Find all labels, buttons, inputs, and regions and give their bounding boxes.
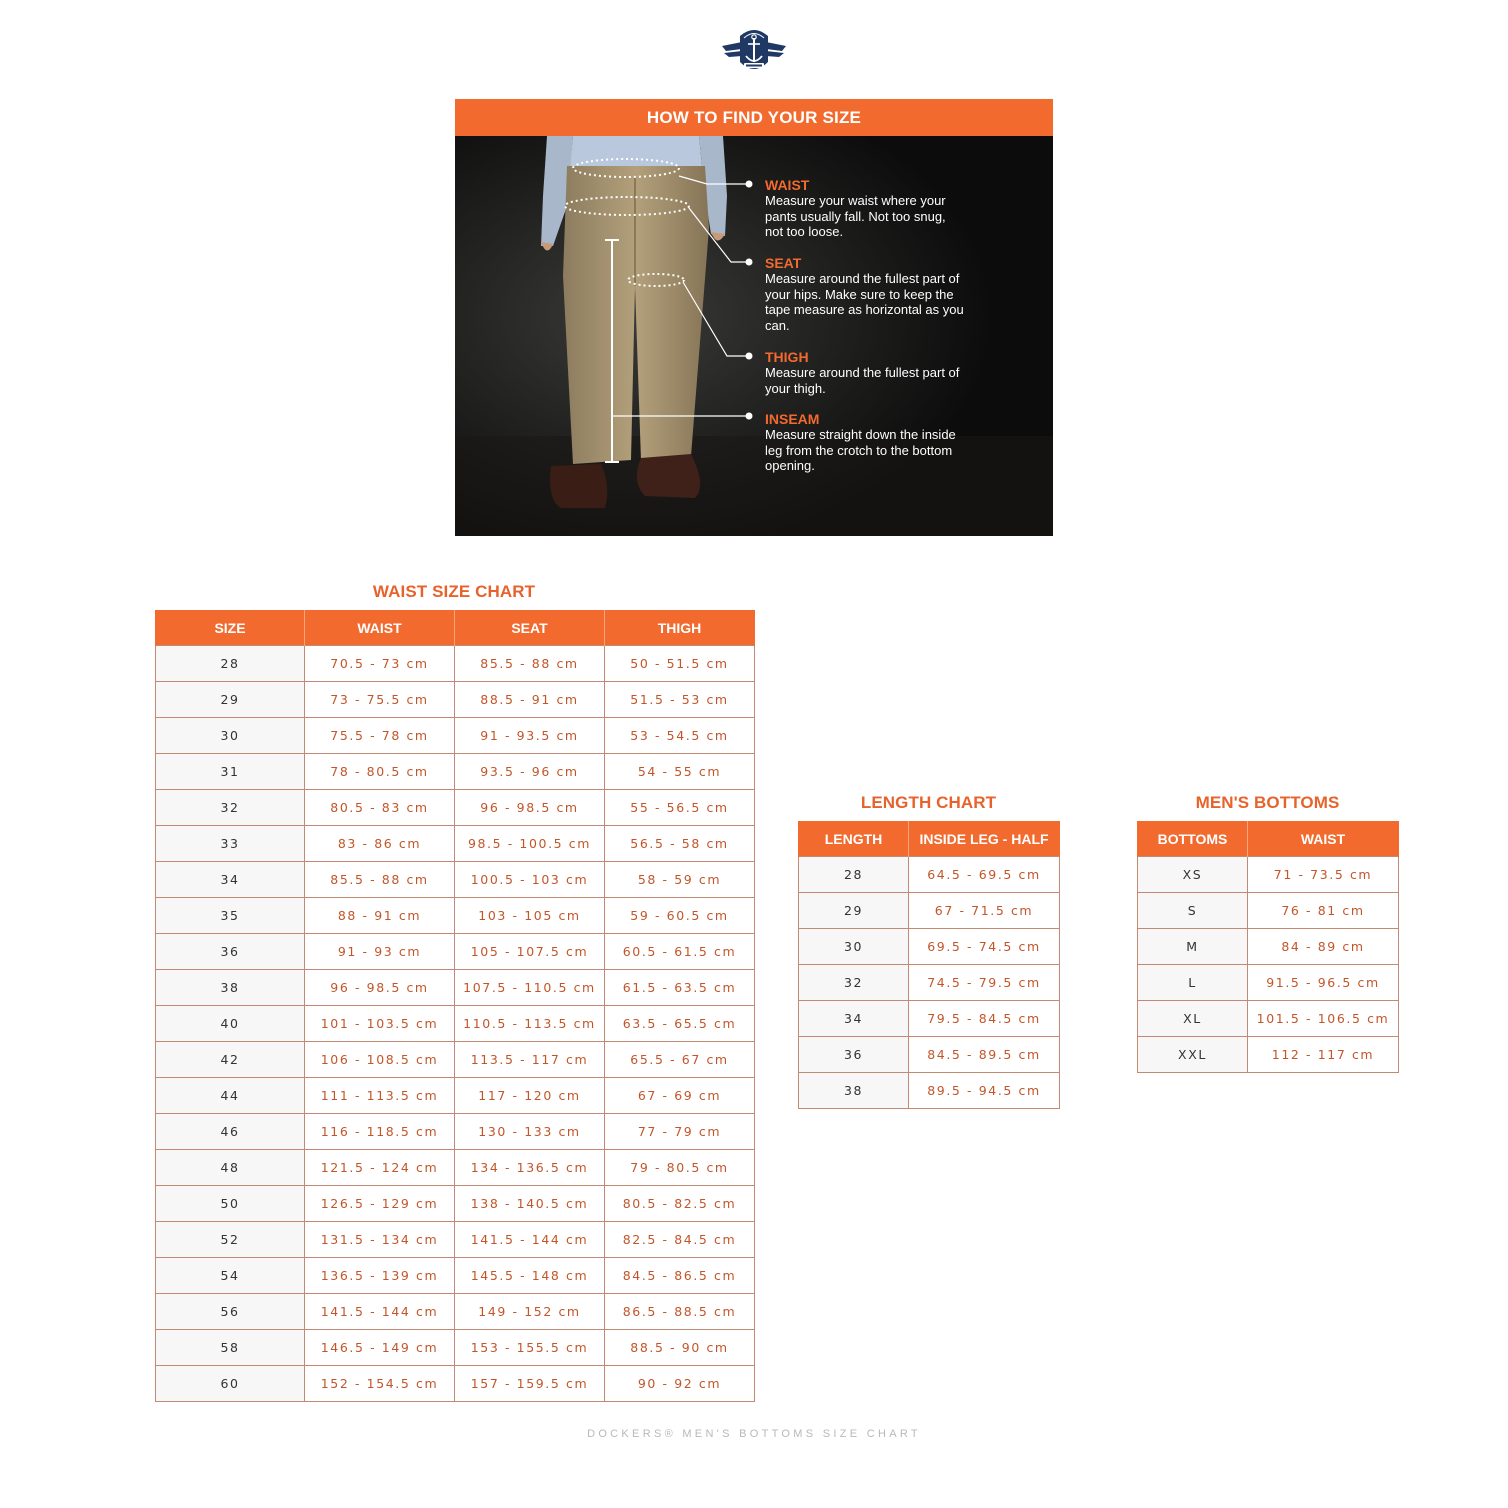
page-footer: DOCKERS® MEN'S BOTTOMS SIZE CHART xyxy=(587,1428,921,1440)
column-header-length: LENGTH xyxy=(799,821,909,857)
seat-measure-text: Measure around the fullest part of your hips. Make sure to keep the tape measure as horizontal as you can. xyxy=(765,271,964,333)
value-cell: 85.5 - 88 cm xyxy=(455,646,605,682)
value-cell: 79 - 80.5 cm xyxy=(605,1150,755,1186)
table-row xyxy=(799,965,1060,1001)
value-cell: 91 - 93.5 cm xyxy=(455,718,605,754)
inseam-measure-note xyxy=(765,411,965,474)
value-cell: 126.5 - 129 cm xyxy=(305,1186,455,1222)
guide-title: HOW TO FIND YOUR SIZE xyxy=(455,99,1053,136)
value-cell: 73 - 75.5 cm xyxy=(305,682,455,718)
value-cell: 77 - 79 cm xyxy=(605,1114,755,1150)
value-cell: 55 - 56.5 cm xyxy=(605,790,755,826)
row-label-cell: 42 xyxy=(156,1042,305,1078)
row-label-cell: 38 xyxy=(156,970,305,1006)
value-cell: 138 - 140.5 cm xyxy=(455,1186,605,1222)
column-header-bottoms: BOTTOMS xyxy=(1138,821,1248,857)
table-row xyxy=(156,1366,755,1402)
row-label-cell: 50 xyxy=(156,1186,305,1222)
table-row xyxy=(156,790,755,826)
table-row xyxy=(1138,1037,1399,1073)
waist-chart-title: WAIST SIZE CHART xyxy=(372,582,536,601)
row-label-cell: 48 xyxy=(156,1150,305,1186)
length-chart-title: LENGTH CHART xyxy=(860,793,997,812)
table-row xyxy=(156,754,755,790)
value-cell: 60.5 - 61.5 cm xyxy=(605,934,755,970)
row-label-cell: 30 xyxy=(156,718,305,754)
length-chart-table xyxy=(798,821,1060,1109)
value-cell: 157 - 159.5 cm xyxy=(455,1366,605,1402)
row-label-cell: L xyxy=(1138,965,1248,1001)
seat-measure-note xyxy=(765,255,965,333)
value-cell: 121.5 - 124 cm xyxy=(305,1150,455,1186)
table-row xyxy=(799,1001,1060,1037)
row-label-cell: S xyxy=(1138,893,1248,929)
table-row xyxy=(1138,893,1399,929)
value-cell: 112 - 117 cm xyxy=(1248,1037,1399,1073)
value-cell: 93.5 - 96 cm xyxy=(455,754,605,790)
value-cell: 53 - 54.5 cm xyxy=(605,718,755,754)
value-cell: 111 - 113.5 cm xyxy=(305,1078,455,1114)
thigh-measure-note xyxy=(765,349,965,396)
table-row xyxy=(1138,1001,1399,1037)
table-row xyxy=(156,1294,755,1330)
row-label-cell: 35 xyxy=(156,898,305,934)
value-cell: 110.5 - 113.5 cm xyxy=(455,1006,605,1042)
value-cell: 96 - 98.5 cm xyxy=(455,790,605,826)
value-cell: 105 - 107.5 cm xyxy=(455,934,605,970)
table-row xyxy=(156,1006,755,1042)
row-label-cell: 56 xyxy=(156,1294,305,1330)
column-header-waist: WAIST xyxy=(305,610,455,646)
waist-size-table xyxy=(155,610,755,1402)
table-row xyxy=(156,718,755,754)
row-label-cell: 32 xyxy=(799,965,909,1001)
value-cell: 84.5 - 89.5 cm xyxy=(909,1037,1060,1073)
waist-measure-title: WAIST xyxy=(765,177,810,193)
value-cell: 134 - 136.5 cm xyxy=(455,1150,605,1186)
row-label-cell: 30 xyxy=(799,929,909,965)
column-header-inside-leg-half: INSIDE LEG - HALF xyxy=(909,821,1060,857)
value-cell: 131.5 - 134 cm xyxy=(305,1222,455,1258)
table-row xyxy=(156,1150,755,1186)
table-row xyxy=(156,646,755,682)
value-cell: 88.5 - 91 cm xyxy=(455,682,605,718)
value-cell: 141.5 - 144 cm xyxy=(455,1222,605,1258)
value-cell: 149 - 152 cm xyxy=(455,1294,605,1330)
thigh-measure-title: THIGH xyxy=(765,349,809,365)
row-label-cell: 54 xyxy=(156,1258,305,1294)
table-row xyxy=(156,1078,755,1114)
table-row xyxy=(156,1114,755,1150)
row-label-cell: 32 xyxy=(156,790,305,826)
value-cell: 65.5 - 67 cm xyxy=(605,1042,755,1078)
dockers-logo-icon xyxy=(720,22,788,78)
value-cell: 51.5 - 53 cm xyxy=(605,682,755,718)
table-row xyxy=(156,898,755,934)
inseam-measure-text: Measure straight down the inside leg from the crotch to the bottom opening. xyxy=(765,427,956,474)
value-cell: 145.5 - 148 cm xyxy=(455,1258,605,1294)
inseam-measure-title: INSEAM xyxy=(765,411,820,427)
table-row xyxy=(156,1258,755,1294)
row-label-cell: 40 xyxy=(156,1006,305,1042)
row-label-cell: 58 xyxy=(156,1330,305,1366)
value-cell: 58 - 59 cm xyxy=(605,862,755,898)
value-cell: 107.5 - 110.5 cm xyxy=(455,970,605,1006)
value-cell: 67 - 69 cm xyxy=(605,1078,755,1114)
row-label-cell: 29 xyxy=(156,682,305,718)
value-cell: 101.5 - 106.5 cm xyxy=(1248,1001,1399,1037)
row-label-cell: 44 xyxy=(156,1078,305,1114)
column-header-waist: WAIST xyxy=(1248,821,1399,857)
table-row xyxy=(156,826,755,862)
row-label-cell: XXL xyxy=(1138,1037,1248,1073)
value-cell: 152 - 154.5 cm xyxy=(305,1366,455,1402)
value-cell: 91 - 93 cm xyxy=(305,934,455,970)
value-cell: 91.5 - 96.5 cm xyxy=(1248,965,1399,1001)
value-cell: 103 - 105 cm xyxy=(455,898,605,934)
value-cell: 106 - 108.5 cm xyxy=(305,1042,455,1078)
row-label-cell: 34 xyxy=(156,862,305,898)
seat-measure-title: SEAT xyxy=(765,255,802,271)
value-cell: 85.5 - 88 cm xyxy=(305,862,455,898)
value-cell: 80.5 - 83 cm xyxy=(305,790,455,826)
table-row xyxy=(156,1186,755,1222)
value-cell: 54 - 55 cm xyxy=(605,754,755,790)
value-cell: 78 - 80.5 cm xyxy=(305,754,455,790)
table-row xyxy=(799,929,1060,965)
value-cell: 56.5 - 58 cm xyxy=(605,826,755,862)
value-cell: 79.5 - 84.5 cm xyxy=(909,1001,1060,1037)
row-label-cell: 52 xyxy=(156,1222,305,1258)
value-cell: 84 - 89 cm xyxy=(1248,929,1399,965)
value-cell: 80.5 - 82.5 cm xyxy=(605,1186,755,1222)
value-cell: 96 - 98.5 cm xyxy=(305,970,455,1006)
value-cell: 71 - 73.5 cm xyxy=(1248,857,1399,893)
table-row xyxy=(799,857,1060,893)
value-cell: 100.5 - 103 cm xyxy=(455,862,605,898)
row-label-cell: 46 xyxy=(156,1114,305,1150)
row-label-cell: 36 xyxy=(156,934,305,970)
row-label-cell: 38 xyxy=(799,1073,909,1109)
value-cell: 74.5 - 79.5 cm xyxy=(909,965,1060,1001)
row-label-cell: M xyxy=(1138,929,1248,965)
value-cell: 69.5 - 74.5 cm xyxy=(909,929,1060,965)
value-cell: 90 - 92 cm xyxy=(605,1366,755,1402)
column-header-size: SIZE xyxy=(156,610,305,646)
table-row xyxy=(156,682,755,718)
row-label-cell: 29 xyxy=(799,893,909,929)
row-label-cell: 34 xyxy=(799,1001,909,1037)
value-cell: 88.5 - 90 cm xyxy=(605,1330,755,1366)
row-label-cell: XL xyxy=(1138,1001,1248,1037)
table-row xyxy=(156,862,755,898)
column-header-seat: SEAT xyxy=(455,610,605,646)
table-row xyxy=(156,1222,755,1258)
value-cell: 141.5 - 144 cm xyxy=(305,1294,455,1330)
value-cell: 130 - 133 cm xyxy=(455,1114,605,1150)
value-cell: 50 - 51.5 cm xyxy=(605,646,755,682)
value-cell: 136.5 - 139 cm xyxy=(305,1258,455,1294)
bottoms-chart-title: MEN'S BOTTOMS xyxy=(1195,793,1340,812)
column-header-thigh: THIGH xyxy=(605,610,755,646)
bottoms-chart-table xyxy=(1137,821,1399,1073)
value-cell: 117 - 120 cm xyxy=(455,1078,605,1114)
value-cell: 64.5 - 69.5 cm xyxy=(909,857,1060,893)
value-cell: 70.5 - 73 cm xyxy=(305,646,455,682)
table-row xyxy=(156,1042,755,1078)
table-row xyxy=(799,1073,1060,1109)
value-cell: 83 - 86 cm xyxy=(305,826,455,862)
row-label-cell: 28 xyxy=(799,857,909,893)
value-cell: 113.5 - 117 cm xyxy=(455,1042,605,1078)
value-cell: 89.5 - 94.5 cm xyxy=(909,1073,1060,1109)
thigh-measure-text: Measure around the fullest part of your thigh. xyxy=(765,365,960,396)
value-cell: 88 - 91 cm xyxy=(305,898,455,934)
value-cell: 75.5 - 78 cm xyxy=(305,718,455,754)
table-row xyxy=(1138,965,1399,1001)
value-cell: 63.5 - 65.5 cm xyxy=(605,1006,755,1042)
table-row xyxy=(799,1037,1060,1073)
value-cell: 116 - 118.5 cm xyxy=(305,1114,455,1150)
value-cell: 98.5 - 100.5 cm xyxy=(455,826,605,862)
value-cell: 67 - 71.5 cm xyxy=(909,893,1060,929)
value-cell: 146.5 - 149 cm xyxy=(305,1330,455,1366)
row-label-cell: 33 xyxy=(156,826,305,862)
value-cell: 86.5 - 88.5 cm xyxy=(605,1294,755,1330)
table-row xyxy=(156,1330,755,1366)
row-label-cell: 60 xyxy=(156,1366,305,1402)
value-cell: 59 - 60.5 cm xyxy=(605,898,755,934)
size-guide-panel xyxy=(455,99,1053,536)
value-cell: 82.5 - 84.5 cm xyxy=(605,1222,755,1258)
row-label-cell: 36 xyxy=(799,1037,909,1073)
row-label-cell: 31 xyxy=(156,754,305,790)
row-label-cell: XS xyxy=(1138,857,1248,893)
waist-measure-text: Measure your waist where your pants usually fall. Not too snug, not too loose. xyxy=(765,193,946,240)
waist-measure-note xyxy=(765,177,965,240)
table-row xyxy=(799,893,1060,929)
table-row xyxy=(1138,857,1399,893)
value-cell: 153 - 155.5 cm xyxy=(455,1330,605,1366)
row-label-cell: 28 xyxy=(156,646,305,682)
value-cell: 101 - 103.5 cm xyxy=(305,1006,455,1042)
table-row xyxy=(156,934,755,970)
value-cell: 84.5 - 86.5 cm xyxy=(605,1258,755,1294)
table-row xyxy=(156,970,755,1006)
value-cell: 61.5 - 63.5 cm xyxy=(605,970,755,1006)
table-row xyxy=(1138,929,1399,965)
value-cell: 76 - 81 cm xyxy=(1248,893,1399,929)
